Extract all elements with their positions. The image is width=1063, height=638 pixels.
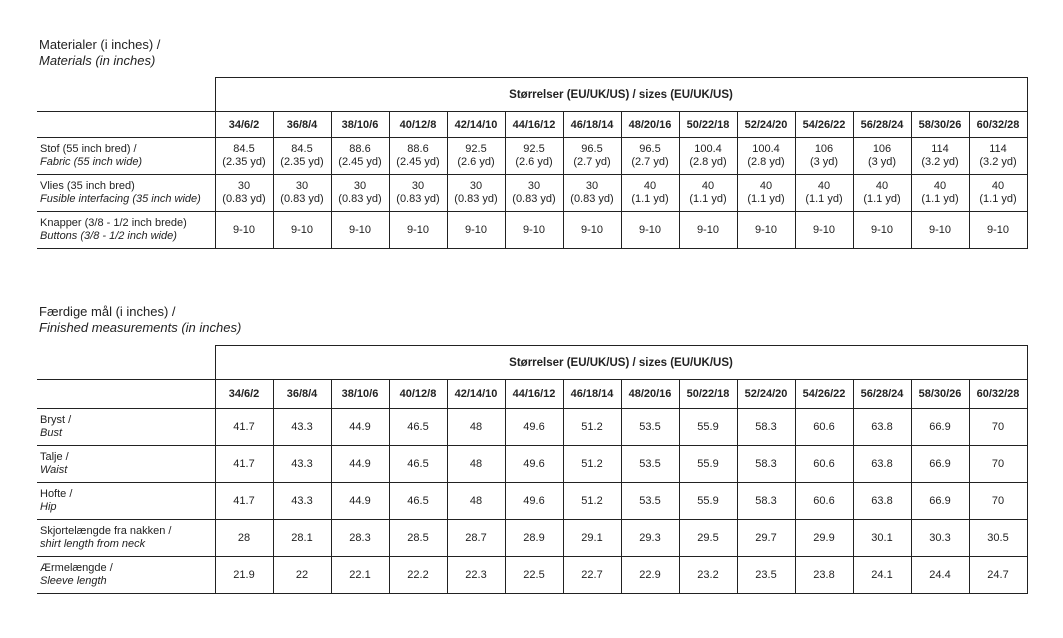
header-row bbox=[37, 346, 1027, 380]
table-cell: 49.6 bbox=[505, 446, 563, 483]
size-header-1: 36/8/4 bbox=[273, 380, 331, 409]
table-cell: 63.8 bbox=[853, 409, 911, 446]
cell-value: 84.5 bbox=[291, 143, 313, 155]
table-cell: 23.5 bbox=[737, 557, 795, 594]
table-cell: 43.3 bbox=[273, 446, 331, 483]
table-cell: 44.9 bbox=[331, 483, 389, 520]
table-cell bbox=[795, 175, 853, 212]
table-cell: 63.8 bbox=[853, 483, 911, 520]
cell-yards: (2.6 yd) bbox=[515, 156, 553, 168]
size-header-3: 40/12/8 bbox=[389, 112, 447, 138]
size-header-2: 38/10/6 bbox=[331, 380, 389, 409]
table-row bbox=[37, 212, 1027, 249]
cell-value: 114 bbox=[989, 143, 1007, 155]
table-cell: 70 bbox=[969, 446, 1027, 483]
table-cell: 43.3 bbox=[273, 483, 331, 520]
table-cell: 28.1 bbox=[273, 520, 331, 557]
cell-yards: (2.45 yd) bbox=[396, 156, 440, 168]
table-cell: 23.2 bbox=[679, 557, 737, 594]
cell-value: 9-10 bbox=[232, 223, 256, 236]
row-label-da: Ærmelængde / bbox=[40, 562, 113, 574]
table-row bbox=[37, 483, 1027, 520]
table-row bbox=[37, 520, 1027, 557]
finished-heading bbox=[39, 304, 241, 336]
cell-yards: (0.83 yd) bbox=[338, 193, 382, 205]
cell-yards: (3.2 yd) bbox=[921, 156, 959, 168]
cell-value: 9-10 bbox=[986, 223, 1010, 236]
table-cell bbox=[795, 212, 853, 249]
cell-value: 9-10 bbox=[580, 223, 604, 236]
table-cell: 22.2 bbox=[389, 557, 447, 594]
cell-yards: (1.1 yd) bbox=[863, 193, 901, 205]
table-cell: 21.9 bbox=[215, 557, 273, 594]
size-header-9: 52/24/20 bbox=[737, 380, 795, 409]
row-label-da: Knapper (3/8 - 1/2 inch brede) bbox=[40, 217, 187, 229]
table-row bbox=[37, 138, 1027, 175]
table-cell: 43.3 bbox=[273, 409, 331, 446]
row-label bbox=[37, 175, 215, 212]
cell-yards: (3.2 yd) bbox=[979, 156, 1017, 168]
cell-value: 30 bbox=[469, 180, 483, 192]
cell-value: 9-10 bbox=[406, 223, 430, 236]
table-cell bbox=[215, 212, 273, 249]
table-cell bbox=[505, 212, 563, 249]
cell-value: 100.4 bbox=[752, 143, 780, 155]
cell-value: 40 bbox=[701, 180, 715, 192]
cell-yards: (0.83 yd) bbox=[280, 193, 324, 205]
table-cell bbox=[563, 138, 621, 175]
cell-value: 40 bbox=[875, 180, 889, 192]
cell-value: 9-10 bbox=[754, 223, 778, 236]
size-header-9: 52/24/20 bbox=[737, 112, 795, 138]
table-cell: 24.1 bbox=[853, 557, 911, 594]
table-cell: 28.7 bbox=[447, 520, 505, 557]
table-cell bbox=[853, 175, 911, 212]
finished-title-da: Færdige mål (i inches) / bbox=[39, 304, 176, 319]
table-cell: 51.2 bbox=[563, 446, 621, 483]
table-cell: 44.9 bbox=[331, 446, 389, 483]
cell-value: 84.5 bbox=[233, 143, 255, 155]
row-label-da: Vlies (35 inch bred) bbox=[40, 180, 135, 192]
cell-value: 96.5 bbox=[639, 143, 661, 155]
finished-measurements-table bbox=[37, 345, 1028, 594]
table-cell: 55.9 bbox=[679, 483, 737, 520]
cell-value: 106 bbox=[872, 143, 892, 155]
row-label bbox=[37, 557, 215, 594]
table-cell: 53.5 bbox=[621, 483, 679, 520]
cell-value: 88.6 bbox=[407, 143, 429, 155]
table-cell: 24.4 bbox=[911, 557, 969, 594]
row-label-en: Hip bbox=[40, 501, 57, 513]
table-cell: 30.5 bbox=[969, 520, 1027, 557]
table-cell: 22.3 bbox=[447, 557, 505, 594]
table-cell bbox=[505, 138, 563, 175]
table-cell: 22.1 bbox=[331, 557, 389, 594]
cell-value: 9-10 bbox=[870, 223, 894, 236]
sizes-header: Størrelser (EU/UK/US) / sizes (EU/UK/US) bbox=[215, 78, 1027, 112]
materials-title-en: Materials (in inches) bbox=[39, 53, 156, 68]
cell-yards: (2.35 yd) bbox=[280, 156, 324, 168]
size-header-1: 36/8/4 bbox=[273, 112, 331, 138]
row-label-da: Skjortelængde fra nakken / bbox=[40, 525, 172, 537]
table-cell bbox=[273, 212, 331, 249]
cell-yards: (2.6 yd) bbox=[457, 156, 495, 168]
cell-value: 40 bbox=[643, 180, 657, 192]
table-cell: 30.1 bbox=[853, 520, 911, 557]
table-cell bbox=[679, 138, 737, 175]
cell-value: 9-10 bbox=[522, 223, 546, 236]
table-cell bbox=[911, 175, 969, 212]
table-cell: 70 bbox=[969, 483, 1027, 520]
size-header-10: 54/26/22 bbox=[795, 380, 853, 409]
table-cell bbox=[563, 212, 621, 249]
size-header-3: 40/12/8 bbox=[389, 380, 447, 409]
table-cell: 29.3 bbox=[621, 520, 679, 557]
table-cell: 48 bbox=[447, 409, 505, 446]
table-cell bbox=[389, 175, 447, 212]
finished-title-en: Finished measurements (in inches) bbox=[39, 320, 242, 335]
size-row bbox=[37, 380, 1027, 409]
cell-value: 30 bbox=[237, 180, 251, 192]
table-row bbox=[37, 175, 1027, 212]
table-cell: 22.5 bbox=[505, 557, 563, 594]
table-cell: 58.3 bbox=[737, 409, 795, 446]
row-label-en: Fabric (55 inch wide) bbox=[40, 156, 143, 168]
cell-yards: (1.1 yd) bbox=[921, 193, 959, 205]
size-header-10: 54/26/22 bbox=[795, 112, 853, 138]
row-label-en: Buttons (3/8 - 1/2 inch wide) bbox=[40, 230, 177, 242]
row-label-da: Hofte / bbox=[40, 488, 73, 500]
table-cell: 46.5 bbox=[389, 409, 447, 446]
table-cell: 29.1 bbox=[563, 520, 621, 557]
table-cell: 60.6 bbox=[795, 446, 853, 483]
table-cell bbox=[911, 138, 969, 175]
table-cell bbox=[737, 138, 795, 175]
cell-yards: (1.1 yd) bbox=[979, 193, 1017, 205]
size-header-8: 50/22/18 bbox=[679, 112, 737, 138]
cell-yards: (3 yd) bbox=[809, 156, 839, 168]
table-cell: 63.8 bbox=[853, 446, 911, 483]
table-cell bbox=[853, 138, 911, 175]
table-cell: 28 bbox=[215, 520, 273, 557]
cell-value: 114 bbox=[931, 143, 949, 155]
table-cell bbox=[273, 138, 331, 175]
table-cell bbox=[447, 175, 505, 212]
table-cell bbox=[215, 175, 273, 212]
table-row bbox=[37, 557, 1027, 594]
table-cell: 55.9 bbox=[679, 409, 737, 446]
table-cell bbox=[331, 212, 389, 249]
size-header-7: 48/20/16 bbox=[621, 112, 679, 138]
cell-yards: (2.35 yd) bbox=[222, 156, 266, 168]
table-cell: 60.6 bbox=[795, 409, 853, 446]
table-cell bbox=[331, 175, 389, 212]
table-cell: 46.5 bbox=[389, 446, 447, 483]
row-label-da: Talje / bbox=[40, 451, 69, 463]
row-label bbox=[37, 446, 215, 483]
materials-title-da: Materialer (i inches) / bbox=[39, 37, 161, 52]
table-cell bbox=[505, 175, 563, 212]
cell-yards: (2.8 yd) bbox=[747, 156, 785, 168]
cell-value: 9-10 bbox=[812, 223, 836, 236]
cell-value: 92.5 bbox=[523, 143, 545, 155]
table-cell: 48 bbox=[447, 446, 505, 483]
cell-yards: (0.83 yd) bbox=[222, 193, 266, 205]
size-header-7: 48/20/16 bbox=[621, 380, 679, 409]
size-header-5: 44/16/12 bbox=[505, 380, 563, 409]
cell-value: 106 bbox=[814, 143, 834, 155]
table-cell: 29.9 bbox=[795, 520, 853, 557]
table-cell: 46.5 bbox=[389, 483, 447, 520]
table-cell: 51.2 bbox=[563, 483, 621, 520]
cell-yards: (2.7 yd) bbox=[573, 156, 611, 168]
table-cell: 28.5 bbox=[389, 520, 447, 557]
table-cell: 22.7 bbox=[563, 557, 621, 594]
cell-yards: (2.7 yd) bbox=[631, 156, 669, 168]
cell-value: 92.5 bbox=[465, 143, 487, 155]
table-cell: 58.3 bbox=[737, 483, 795, 520]
cell-yards: (0.83 yd) bbox=[512, 193, 556, 205]
row-label-en: Sleeve length bbox=[40, 575, 107, 587]
row-label bbox=[37, 483, 215, 520]
row-label bbox=[37, 138, 215, 175]
row-label-en: Bust bbox=[40, 427, 63, 439]
table-cell bbox=[389, 212, 447, 249]
table-cell: 70 bbox=[969, 409, 1027, 446]
table-cell bbox=[969, 212, 1027, 249]
table-cell: 53.5 bbox=[621, 446, 679, 483]
table-cell: 22 bbox=[273, 557, 331, 594]
table-cell: 41.7 bbox=[215, 409, 273, 446]
table-cell bbox=[795, 138, 853, 175]
cell-value: 9-10 bbox=[928, 223, 952, 236]
cell-yards: (2.45 yd) bbox=[338, 156, 382, 168]
table-cell bbox=[447, 138, 505, 175]
table-cell: 22.9 bbox=[621, 557, 679, 594]
size-header-4: 42/14/10 bbox=[447, 380, 505, 409]
size-header-13: 60/32/28 bbox=[969, 380, 1027, 409]
cell-value: 9-10 bbox=[464, 223, 488, 236]
cell-yards: (1.1 yd) bbox=[747, 193, 785, 205]
materials-table bbox=[37, 77, 1028, 249]
table-cell bbox=[215, 138, 273, 175]
table-row bbox=[37, 409, 1027, 446]
table-cell bbox=[853, 212, 911, 249]
table-cell: 58.3 bbox=[737, 446, 795, 483]
cell-value: 30 bbox=[353, 180, 367, 192]
table-cell bbox=[737, 212, 795, 249]
cell-yards: (3 yd) bbox=[867, 156, 897, 168]
size-header-4: 42/14/10 bbox=[447, 112, 505, 138]
table-cell bbox=[621, 138, 679, 175]
size-header-5: 44/16/12 bbox=[505, 112, 563, 138]
cell-value: 9-10 bbox=[696, 223, 720, 236]
cell-value: 9-10 bbox=[638, 223, 662, 236]
cell-value: 30 bbox=[411, 180, 425, 192]
cell-yards: (2.8 yd) bbox=[689, 156, 727, 168]
size-header-11: 56/28/24 bbox=[853, 380, 911, 409]
table-cell bbox=[447, 212, 505, 249]
table-cell bbox=[679, 175, 737, 212]
table-cell: 51.2 bbox=[563, 409, 621, 446]
size-row bbox=[37, 112, 1027, 138]
table-cell: 48 bbox=[447, 483, 505, 520]
materials-heading bbox=[39, 37, 160, 69]
table-cell bbox=[621, 212, 679, 249]
size-header-6: 46/18/14 bbox=[563, 112, 621, 138]
header-row bbox=[37, 78, 1027, 112]
table-cell: 44.9 bbox=[331, 409, 389, 446]
table-cell: 66.9 bbox=[911, 409, 969, 446]
cell-value: 40 bbox=[933, 180, 947, 192]
size-header-12: 58/30/26 bbox=[911, 112, 969, 138]
size-header-8: 50/22/18 bbox=[679, 380, 737, 409]
table-cell bbox=[969, 175, 1027, 212]
row-label bbox=[37, 212, 215, 249]
table-cell bbox=[331, 138, 389, 175]
size-header-13: 60/32/28 bbox=[969, 112, 1027, 138]
row-label bbox=[37, 520, 215, 557]
cell-value: 40 bbox=[759, 180, 773, 192]
cell-value: 30 bbox=[295, 180, 309, 192]
row-label-en: Fusible interfacing (35 inch wide) bbox=[40, 193, 201, 205]
table-cell: 49.6 bbox=[505, 483, 563, 520]
cell-yards: (1.1 yd) bbox=[631, 193, 669, 205]
cell-value: 30 bbox=[585, 180, 599, 192]
table-cell: 66.9 bbox=[911, 446, 969, 483]
table-cell bbox=[563, 175, 621, 212]
table-cell: 29.5 bbox=[679, 520, 737, 557]
cell-value: 9-10 bbox=[290, 223, 314, 236]
size-header-6: 46/18/14 bbox=[563, 380, 621, 409]
cell-value: 30 bbox=[527, 180, 541, 192]
table-cell: 23.8 bbox=[795, 557, 853, 594]
cell-yards: (0.83 yd) bbox=[396, 193, 440, 205]
table-cell bbox=[389, 138, 447, 175]
size-header-11: 56/28/24 bbox=[853, 112, 911, 138]
size-header-0: 34/6/2 bbox=[215, 112, 273, 138]
table-cell: 55.9 bbox=[679, 446, 737, 483]
table-cell: 41.7 bbox=[215, 483, 273, 520]
table-cell: 49.6 bbox=[505, 409, 563, 446]
size-header-2: 38/10/6 bbox=[331, 112, 389, 138]
cell-value: 88.6 bbox=[349, 143, 371, 155]
cell-value: 40 bbox=[991, 180, 1005, 192]
sizes-header: Størrelser (EU/UK/US) / sizes (EU/UK/US) bbox=[215, 346, 1027, 380]
row-label-en: Waist bbox=[40, 464, 68, 476]
cell-value: 40 bbox=[817, 180, 831, 192]
table-cell: 66.9 bbox=[911, 483, 969, 520]
cell-value: 96.5 bbox=[581, 143, 603, 155]
table-cell: 29.7 bbox=[737, 520, 795, 557]
size-header-12: 58/30/26 bbox=[911, 380, 969, 409]
cell-yards: (1.1 yd) bbox=[689, 193, 727, 205]
table-cell bbox=[621, 175, 679, 212]
cell-yards: (1.1 yd) bbox=[805, 193, 843, 205]
cell-yards: (0.83 yd) bbox=[570, 193, 614, 205]
row-label-da: Stof (55 inch bred) / bbox=[40, 143, 137, 155]
table-cell: 24.7 bbox=[969, 557, 1027, 594]
row-label bbox=[37, 409, 215, 446]
table-cell: 53.5 bbox=[621, 409, 679, 446]
table-cell: 28.3 bbox=[331, 520, 389, 557]
table-cell: 60.6 bbox=[795, 483, 853, 520]
size-header-0: 34/6/2 bbox=[215, 380, 273, 409]
row-label-en: shirt length from neck bbox=[40, 538, 146, 550]
table-cell bbox=[273, 175, 331, 212]
cell-value: 9-10 bbox=[348, 223, 372, 236]
table-cell: 30.3 bbox=[911, 520, 969, 557]
table-cell bbox=[969, 138, 1027, 175]
cell-value: 100.4 bbox=[694, 143, 722, 155]
table-cell bbox=[737, 175, 795, 212]
row-label-da: Bryst / bbox=[40, 414, 72, 426]
table-row bbox=[37, 446, 1027, 483]
table-cell: 28.9 bbox=[505, 520, 563, 557]
table-cell: 41.7 bbox=[215, 446, 273, 483]
table-cell bbox=[679, 212, 737, 249]
cell-yards: (0.83 yd) bbox=[454, 193, 498, 205]
table-cell bbox=[911, 212, 969, 249]
